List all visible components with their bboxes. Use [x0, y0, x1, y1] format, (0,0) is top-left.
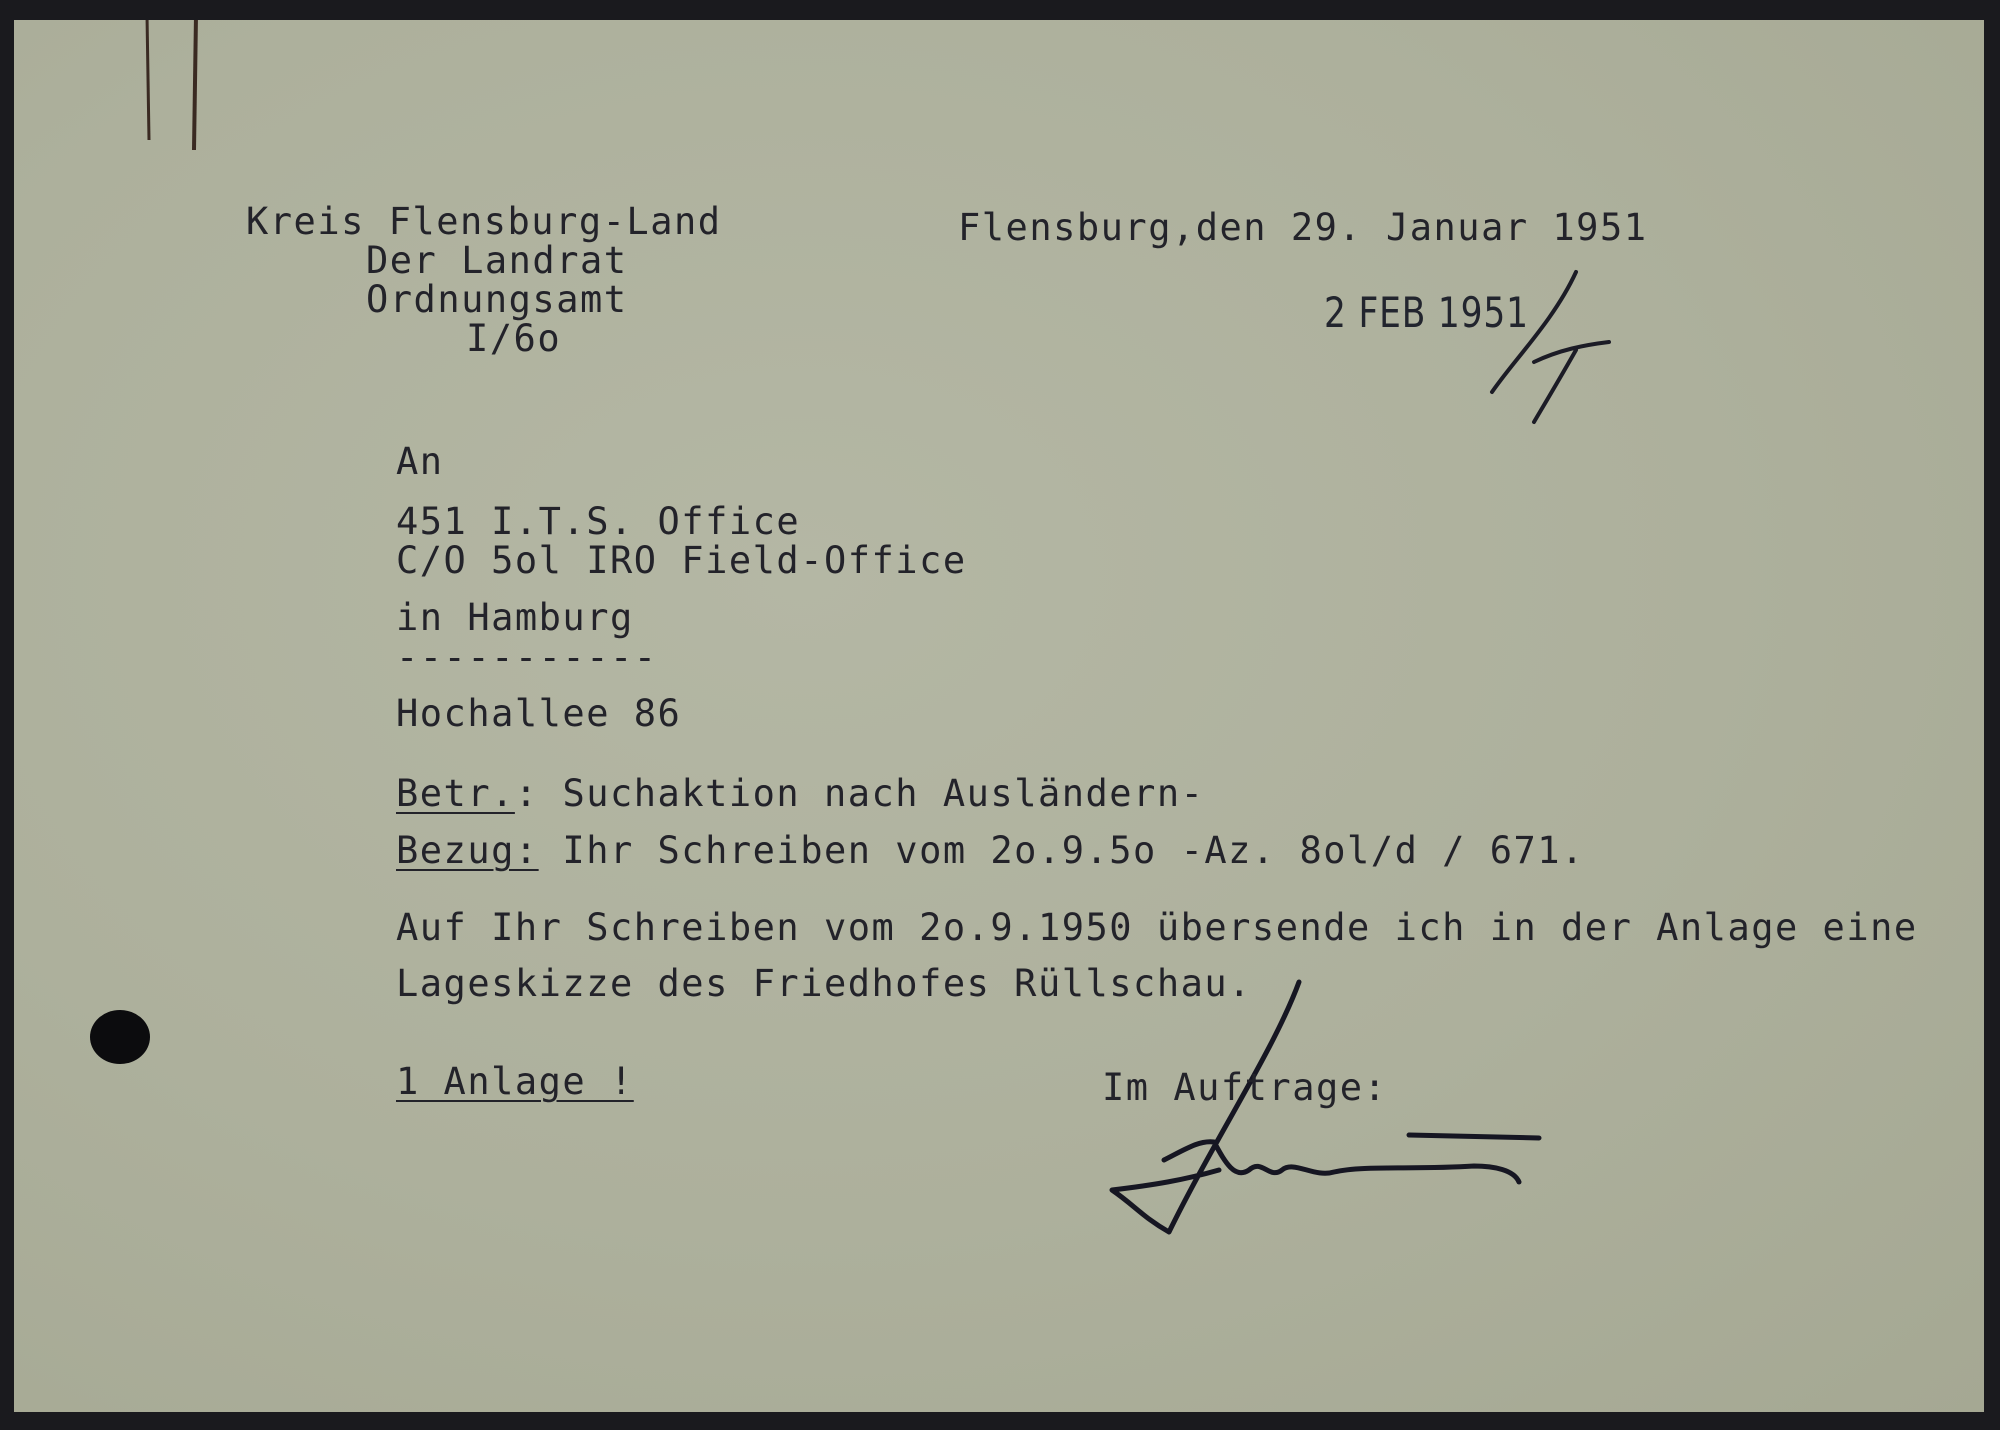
subject-line [396, 774, 1204, 814]
addressee-street: Hochallee 86 [396, 692, 682, 735]
addressee-line3: in Hamburg [396, 596, 634, 639]
addressee-divider: ----------- [396, 636, 658, 679]
body-line1: Auf Ihr Schreiben vom 2o.9.1950 übersende ich in der Anlage eine [396, 906, 1918, 949]
body-line2: Lageskizze des Friedhofes Rüllschau. [396, 962, 1252, 1005]
letter-page [14, 20, 1984, 1412]
addressee-line2: C/O 5ol IRO Field-Office [396, 539, 967, 582]
letterhead-line3: Ordnungsamt [366, 278, 628, 321]
reference-label: Bezug: [396, 829, 539, 872]
closing-phrase: Im Auftrage: [1102, 1066, 1388, 1109]
letterhead-line1: Kreis Flensburg-Land [246, 200, 722, 243]
subject-text: Suchaktion nach Ausländern- [538, 772, 1205, 815]
enclosure-note: 1 Anlage ! [396, 1060, 634, 1103]
letterhead-line4: I/6o [466, 317, 562, 360]
reference-line [396, 831, 1585, 871]
received-date-stamp: 2 FEB 1951 [1324, 288, 1529, 337]
addressee-line1: 451 I.T.S. Office [396, 500, 801, 543]
reference-text: Ihr Schreiben vom 2o.9.5o -Az. 8ol/d / 671. [538, 829, 1585, 872]
punch-hole [90, 1010, 150, 1064]
dateline: Flensburg,den 29. Januar 1951 [958, 206, 1648, 249]
punch-mark-left [147, 20, 149, 140]
punch-mark-right [194, 20, 196, 150]
addressee-salutation: An [396, 440, 444, 483]
letterhead-line2: Der Landrat [366, 239, 628, 282]
subject-colon: : [514, 772, 539, 815]
subject-label: Betr. [396, 772, 515, 815]
